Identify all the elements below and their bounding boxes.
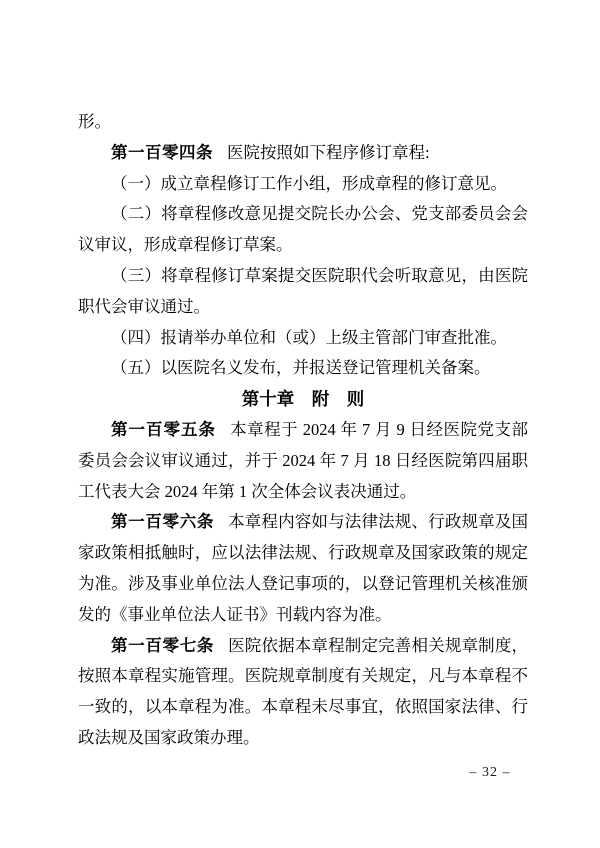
article-107-text: 医院依据本章程制定完善相关规章制度，按照本章程实施管理。医院规章制度有关规定，凡与本章程不一致的，以本章程为准。本章程未尽事宜，依照国家法律、行政法规及国家政策办理。: [78, 635, 529, 747]
article-107: [78, 631, 528, 754]
paragraph-continuation: 形。: [78, 112, 111, 131]
article-106-term: 第一百零六条: [111, 512, 215, 532]
article-106-text: 本章程内容如与法律法规、行政规章及国家政策相抵触时，应以法律法规、行政规章及国家政策的规定为准。涉及事业单位法人登记事项的，以登记管理机关核准颁发的《事业单位法人证书》刊载内容为准。: [78, 512, 529, 624]
article-104-item-3: （三）将章程修订草案提交医院职代会听取意见，由医院职代会审议通过。: [78, 265, 528, 316]
page-number: – 32 –: [469, 765, 511, 780]
article-105-term: 第一百零五条: [111, 419, 217, 439]
article-106: [78, 507, 528, 630]
article-107-term: 第一百零七条: [111, 635, 215, 655]
article-105-text: 本章程于 2024 年 7 月 9 日经医院党支部委员会会议审议通过，并于 2024 年 7 月 18 日经医院第四届职工代表大会 2024 年第 1 次全体会议表决通过。: [78, 419, 529, 501]
article-104-item-4: （四）报请举办单位和（或）上级主管部门审查批准。: [111, 327, 507, 347]
article-104-item-2: （二）将章程修改意见提交院长办公会、党支部委员会会议审议，形成章程修订草案。: [78, 204, 528, 255]
article-104-term: 第一百零四条: [111, 142, 213, 162]
article-104-item-5: （五）以医院名义发布，并报送登记管理机关备案。: [111, 358, 491, 378]
document-text-block: [78, 107, 528, 754]
chapter-heading: 第十章 附 则: [241, 389, 365, 410]
article-105: [78, 415, 528, 507]
article-104: [78, 138, 528, 169]
article-104-item-1: （一）成立章程修订工作小组，形成章程的修订意见。: [111, 173, 507, 193]
article-104-text: 医院按照如下程序修订章程:: [227, 142, 430, 162]
